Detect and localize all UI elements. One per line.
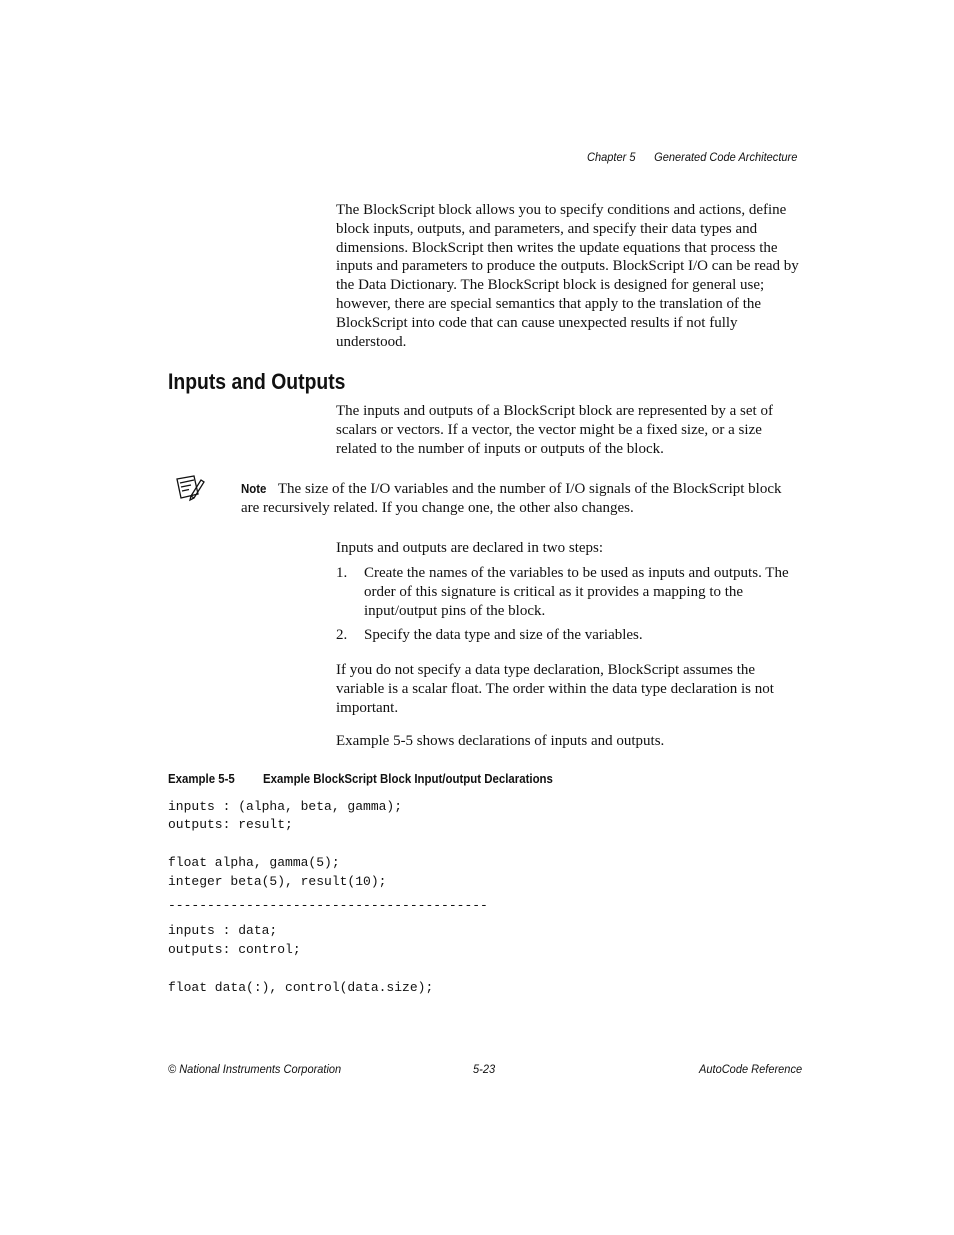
section-paragraph-1 xyxy=(336,402,800,458)
step-number: 1. xyxy=(336,565,348,581)
example-title: Example BlockScript Block Input/output Declarations xyxy=(263,771,553,786)
steps-intro-text: Inputs and outputs are declared in two steps: xyxy=(336,540,604,556)
section-heading: Inputs and Outputs xyxy=(168,369,346,394)
section-paragraph-2 xyxy=(336,661,800,717)
note-block xyxy=(241,480,803,518)
section-paragraph-1-text: The inputs and outputs of a BlockScript block are represented by a set of scalars or vectors. If a vector, the vector might be a fixed size, or a size related to the number of inputs or outputs of the block. xyxy=(336,403,773,457)
step-text: Specify the data type and size of the variables. xyxy=(364,627,643,644)
code-line: float alpha, gamma(5); xyxy=(168,855,340,870)
steps-list xyxy=(336,564,800,651)
intro-paragraph xyxy=(336,201,800,351)
note-text: The size of the I/O variables and the number of I/O signals of the BlockScript block are recursively related. If you change one, the other also changes. xyxy=(241,481,782,516)
note-label: Note xyxy=(241,481,267,496)
note-icon xyxy=(175,474,205,502)
code-line: float data(:), control(data.size); xyxy=(168,980,434,995)
step-text: Create the names of the variables to be used as inputs and outputs. The order of this signature is critical as it provides a mapping to the input/output pins of the block. xyxy=(364,565,789,619)
footer-page-number: 5-23 xyxy=(473,1062,496,1076)
code-divider: ----------------------------------------- xyxy=(168,898,488,913)
chapter-title: Generated Code Architecture xyxy=(654,150,798,164)
chapter-label: Chapter 5 xyxy=(587,150,636,164)
list-item xyxy=(336,564,800,620)
footer-doc-title: AutoCode Reference xyxy=(699,1062,803,1076)
code-line: outputs: result; xyxy=(168,817,293,832)
code-line: outputs: control; xyxy=(168,942,301,957)
code-line: inputs : (alpha, beta, gamma); xyxy=(168,799,403,814)
section-paragraph-3-text: Example 5-5 shows declarations of inputs and outputs. xyxy=(336,733,665,749)
section-paragraph-2-text: If you do not specify a data type declaration, BlockScript assumes the variable is a scalar float. The order within the data type declaration is not important. xyxy=(336,662,774,716)
example-caption xyxy=(168,771,553,786)
section-paragraph-3 xyxy=(336,732,800,751)
steps-intro xyxy=(336,539,800,558)
running-header xyxy=(587,150,797,164)
footer-copyright: © National Instruments Corporation xyxy=(168,1062,342,1076)
code-line: inputs : data; xyxy=(168,923,278,938)
code-line: integer beta(5), result(10); xyxy=(168,874,387,889)
example-number: Example 5-5 xyxy=(168,771,235,786)
intro-paragraph-text: The BlockScript block allows you to specify conditions and actions, define block inputs, outputs, and parameters, and specify their data types and dimensions. BlockScript then writes the update equations that process the inputs and parameters to produce the outputs. BlockScript I/O can be read by the Data Dictionary. The BlockScript block is designed for general use; however, there are special semantics that apply to the translation of the BlockScript into code that can cause unexpected results if not fully understood. xyxy=(336,202,799,350)
list-item xyxy=(336,626,800,645)
step-number: 2. xyxy=(336,627,348,644)
